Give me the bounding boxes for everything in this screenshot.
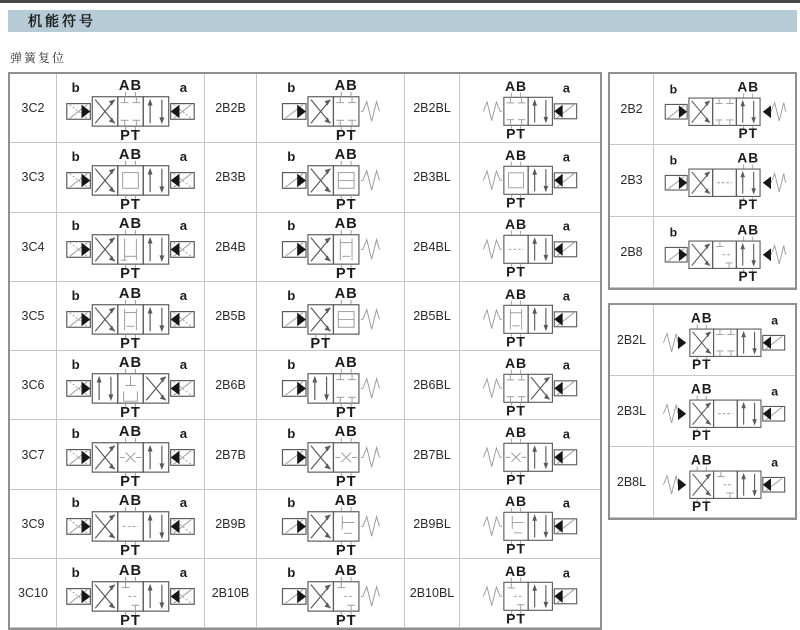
svg-text:b: b	[669, 153, 678, 168]
svg-text:PT: PT	[506, 125, 526, 142]
valve-diagram-icon	[460, 144, 600, 211]
svg-text:PT: PT	[506, 471, 526, 488]
svg-text:b: b	[287, 287, 296, 303]
valve-symbol	[257, 74, 405, 143]
valve-code: 3C4	[10, 213, 57, 282]
svg-text:a: a	[562, 289, 570, 304]
valve-diagram-icon	[57, 490, 204, 557]
svg-text:AB: AB	[118, 562, 143, 579]
valve-symbol	[460, 559, 600, 628]
svg-text:PT: PT	[738, 268, 758, 283]
valve-code: 2B10BL	[405, 559, 460, 628]
valve-symbol	[460, 351, 600, 420]
valve-diagram-icon	[57, 144, 204, 211]
valve-symbol	[654, 305, 795, 376]
valve-diagram-icon	[257, 213, 404, 280]
svg-text:AB: AB	[737, 79, 759, 95]
valve-code: 2B5B	[205, 282, 257, 351]
valve-diagram-icon	[257, 144, 404, 211]
valve-diagram-icon	[57, 352, 204, 419]
svg-text:AB: AB	[334, 285, 358, 302]
valve-diagram-icon	[656, 221, 793, 283]
valve-diagram-icon	[257, 490, 404, 557]
svg-text:a: a	[562, 358, 570, 373]
valve-code: 2B3B	[205, 143, 257, 212]
svg-text:AB: AB	[504, 216, 528, 233]
valve-diagram-icon	[460, 490, 600, 557]
valve-symbol	[460, 74, 600, 143]
svg-text:PT: PT	[506, 332, 526, 349]
valve-symbol	[654, 74, 795, 145]
svg-text:PT: PT	[120, 335, 141, 350]
svg-text:AB: AB	[118, 77, 143, 94]
svg-text:PT: PT	[335, 127, 357, 142]
svg-text:PT: PT	[335, 543, 357, 558]
valve-diagram-icon	[257, 560, 404, 627]
valve-code: 2B10B	[205, 559, 257, 628]
valve-diagram-icon	[656, 149, 793, 211]
svg-text:AB: AB	[504, 285, 528, 302]
svg-text:PT: PT	[310, 335, 332, 350]
valve-diagram-icon	[460, 75, 600, 142]
svg-text:a: a	[179, 356, 188, 372]
svg-text:b: b	[287, 425, 296, 441]
main-table	[8, 72, 602, 630]
svg-text:PT: PT	[506, 263, 526, 280]
svg-text:PT: PT	[120, 266, 141, 281]
svg-text:PT: PT	[335, 196, 357, 211]
svg-text:PT: PT	[335, 473, 357, 489]
svg-text:b: b	[71, 148, 80, 164]
valve-symbol	[57, 351, 205, 420]
valve-diagram-icon	[460, 560, 600, 627]
svg-text:AB: AB	[334, 424, 358, 441]
svg-text:PT: PT	[120, 473, 141, 489]
svg-text:PT: PT	[120, 612, 141, 627]
valve-code: 2B9BL	[405, 490, 460, 559]
svg-text:AB: AB	[504, 493, 528, 510]
svg-text:AB: AB	[334, 146, 358, 163]
valve-code: 2B6BL	[405, 351, 460, 420]
svg-text:a: a	[179, 425, 188, 441]
svg-text:b: b	[287, 148, 296, 164]
valve-code: 3C6	[10, 351, 57, 420]
valve-symbol	[57, 490, 205, 559]
svg-text:b: b	[71, 425, 80, 441]
valve-code: 2B4B	[205, 213, 257, 282]
svg-text:AB: AB	[334, 562, 358, 579]
svg-text:PT: PT	[335, 266, 357, 281]
svg-text:a: a	[179, 495, 188, 511]
valve-symbol	[57, 143, 205, 212]
valve-symbol	[257, 559, 405, 628]
valve-code: 3C2	[10, 74, 57, 143]
valve-diagram-icon	[656, 309, 793, 371]
svg-text:PT: PT	[738, 126, 758, 141]
valve-diagram-icon	[656, 78, 793, 140]
valve-symbol	[257, 143, 405, 212]
svg-text:a: a	[771, 313, 779, 328]
svg-text:AB: AB	[118, 216, 143, 233]
svg-text:AB: AB	[504, 354, 528, 371]
valve-code: 2B7BL	[405, 420, 460, 489]
valve-code: 2B7B	[205, 420, 257, 489]
valve-code: 2B6B	[205, 351, 257, 420]
svg-text:AB: AB	[334, 354, 358, 371]
svg-text:PT: PT	[335, 612, 357, 627]
valve-code: 2B5BL	[405, 282, 460, 351]
svg-text:PT: PT	[692, 357, 712, 371]
svg-text:PT: PT	[120, 543, 141, 558]
valve-diagram-icon	[57, 421, 204, 488]
svg-text:a: a	[179, 564, 188, 580]
svg-text:b: b	[287, 356, 296, 372]
valve-symbol	[57, 213, 205, 282]
valve-diagram-icon	[460, 421, 600, 488]
svg-text:b: b	[287, 218, 296, 234]
svg-text:b: b	[71, 79, 80, 95]
svg-text:AB: AB	[118, 354, 143, 371]
valve-diagram-icon	[57, 213, 204, 280]
svg-text:a: a	[771, 455, 779, 470]
svg-text:PT: PT	[120, 127, 141, 142]
svg-text:AB: AB	[118, 146, 143, 163]
svg-text:AB: AB	[737, 222, 759, 238]
valve-code: 2B3	[610, 145, 654, 216]
valve-diagram-icon	[656, 380, 793, 442]
valve-diagram-icon	[257, 352, 404, 419]
svg-text:PT: PT	[506, 610, 526, 627]
svg-text:AB: AB	[690, 452, 713, 468]
svg-text:a: a	[771, 384, 779, 399]
valve-code: 2B8L	[610, 447, 654, 518]
valve-symbol	[654, 145, 795, 216]
valve-symbol	[460, 282, 600, 351]
valve-code: 2B2B	[205, 74, 257, 143]
svg-text:AB: AB	[504, 423, 528, 440]
valve-diagram-icon	[656, 451, 793, 513]
valve-symbol	[460, 143, 600, 212]
svg-text:b: b	[71, 564, 80, 580]
svg-text:PT: PT	[506, 540, 526, 557]
svg-text:a: a	[562, 497, 570, 512]
valve-code: 2B8	[610, 217, 654, 288]
svg-text:AB: AB	[504, 146, 528, 163]
page-title: 机能符号	[28, 13, 96, 29]
valve-symbol	[654, 447, 795, 518]
svg-text:AB: AB	[334, 216, 358, 233]
valve-symbol	[654, 217, 795, 288]
svg-text:AB: AB	[504, 562, 528, 579]
svg-text:AB: AB	[118, 424, 143, 441]
valve-diagram-icon	[57, 560, 204, 627]
svg-text:a: a	[179, 218, 188, 234]
valve-code: 3C9	[10, 490, 57, 559]
valve-diagram-icon	[257, 75, 404, 142]
svg-text:AB: AB	[690, 381, 713, 397]
svg-text:b: b	[669, 82, 678, 97]
svg-text:PT: PT	[335, 404, 357, 419]
valve-code: 3C5	[10, 282, 57, 351]
valve-diagram-icon	[257, 421, 404, 488]
valve-code: 2B9B	[205, 490, 257, 559]
svg-text:b: b	[287, 495, 296, 511]
svg-text:PT: PT	[506, 402, 526, 419]
valve-code: 2B2BL	[405, 74, 460, 143]
svg-text:AB: AB	[118, 285, 143, 302]
valve-code: 2B3L	[610, 376, 654, 447]
valve-symbol	[460, 490, 600, 559]
svg-text:b: b	[287, 79, 296, 95]
svg-text:a: a	[179, 79, 188, 95]
right-panel-bottom	[608, 303, 797, 520]
svg-text:AB: AB	[118, 493, 143, 510]
valve-symbol	[257, 351, 405, 420]
svg-text:PT: PT	[120, 404, 141, 419]
svg-text:PT: PT	[120, 196, 141, 211]
svg-text:b: b	[287, 564, 296, 580]
valve-symbol	[257, 490, 405, 559]
svg-text:PT: PT	[692, 428, 712, 442]
valve-code: 2B2L	[610, 305, 654, 376]
svg-text:a: a	[179, 148, 188, 164]
svg-text:PT: PT	[506, 194, 526, 211]
valve-diagram-icon	[57, 75, 204, 142]
svg-text:b: b	[71, 495, 80, 511]
valve-code: 2B4BL	[405, 213, 460, 282]
valve-code: 2B3BL	[405, 143, 460, 212]
valve-symbol	[257, 213, 405, 282]
right-panel-top	[608, 72, 797, 290]
valve-symbol	[654, 376, 795, 447]
svg-text:AB: AB	[504, 77, 528, 94]
valve-symbol	[57, 74, 205, 143]
valve-symbol	[57, 282, 205, 351]
svg-text:a: a	[179, 287, 188, 303]
svg-text:b: b	[71, 287, 80, 303]
valve-code: 3C7	[10, 420, 57, 489]
svg-text:b: b	[669, 225, 678, 240]
svg-text:a: a	[562, 150, 570, 165]
valve-diagram-icon	[57, 283, 204, 350]
valve-symbol	[57, 420, 205, 489]
svg-text:PT: PT	[692, 499, 712, 513]
valve-diagram-icon	[460, 213, 600, 280]
valve-symbol	[257, 420, 405, 489]
svg-text:AB: AB	[690, 310, 713, 326]
valve-diagram-icon	[460, 283, 600, 350]
valve-diagram-icon	[460, 352, 600, 419]
svg-text:a: a	[562, 219, 570, 234]
svg-text:AB: AB	[334, 493, 358, 510]
valve-code: 3C3	[10, 143, 57, 212]
svg-text:a: a	[562, 427, 570, 442]
title-bar	[8, 10, 797, 32]
svg-text:AB: AB	[737, 151, 759, 167]
svg-text:a: a	[562, 81, 570, 96]
svg-text:a: a	[562, 566, 570, 581]
valve-symbol	[460, 420, 600, 489]
svg-text:b: b	[71, 218, 80, 234]
top-edge-line	[0, 0, 800, 3]
valve-diagram-icon	[257, 283, 404, 350]
valve-code: 2B2	[610, 74, 654, 145]
section-subtitle: 弹簧复位	[10, 51, 67, 65]
valve-symbol	[460, 213, 600, 282]
valve-symbol	[257, 282, 405, 351]
svg-text:AB: AB	[334, 77, 358, 94]
valve-symbol	[57, 559, 205, 628]
svg-text:b: b	[71, 356, 80, 372]
svg-text:PT: PT	[738, 197, 758, 212]
valve-code: 3C10	[10, 559, 57, 628]
